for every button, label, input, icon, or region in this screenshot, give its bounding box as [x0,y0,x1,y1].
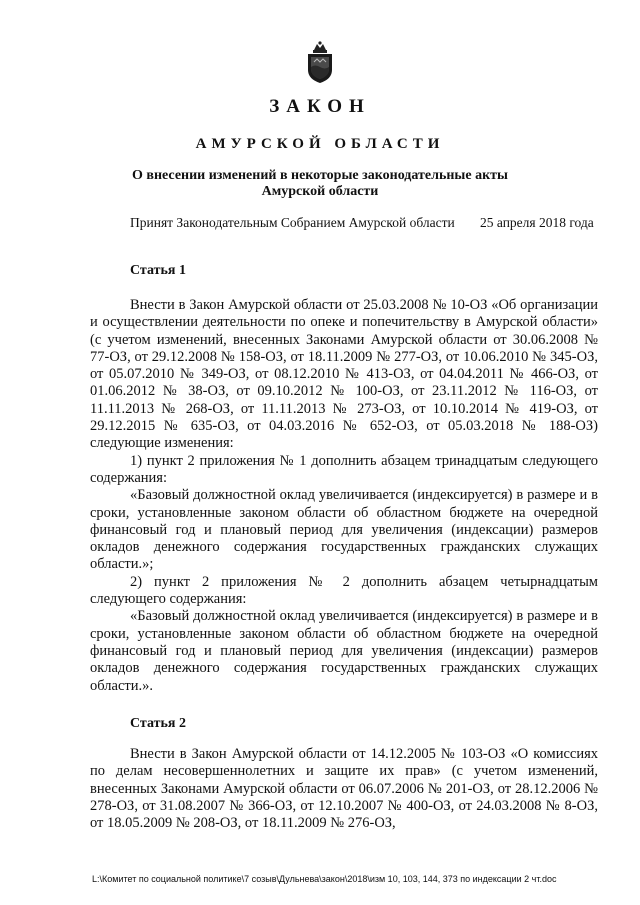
article-1-body [90,297,598,695]
document-title: ЗАКОН [269,96,371,117]
adopted-by: Принят Законодательным Собранием Амурской области [130,215,455,230]
article-1-quote-1: «Базовый должностной оклад увеличивается (индексируется) в размере и в сроки, установленные законом области об областном бюджете на очередной финансовый год и плановый период для увеличения (индексации) размеров окладов денежного содержания государственных гражданских служащих области.»; [90,487,598,573]
article-2-intro: Внести в Закон Амурской области от 14.12.2005 № 103-ОЗ «О комиссиях по делам несовершеннолетних и защите их прав» (с учетом изменений, внесенных Законами Амурской области от 06.07.2006 № 201-ОЗ, от 28.12.2006 № 278-ОЗ, от 31.08.2007 № 366-ОЗ, от 12.10.2007 № 400-ОЗ, от 24.03.2008 № 8-ОЗ, от 18.05.2009 № 208-ОЗ, от 18.11.2009 № 276-ОЗ, [90,746,598,832]
article-2-body [90,746,598,832]
document-subtitle: АМУРСКОЙ ОБЛАСТИ [195,136,445,152]
adopted-date: 25 апреля 2018 года [480,215,594,230]
article-1-quote-2: «Базовый должностной оклад увеличивается (индексируется) в размере и в сроки, установленные законом области об областном бюджете на очередной финансовый год и плановый период для увеличения (индексации) размеров окладов денежного содержания государственных гражданских служащих области.». [90,608,598,694]
article-1-intro: Внести в Закон Амурской области от 25.03.2008 № 10-ОЗ «Об организации и осуществлении деятельности по опеке и попечительству в Амурской области» (с учетом изменений, внесенных Законами Амурской области от 30.06.2008 № 77-ОЗ, от 29.12.2008 № 158-ОЗ, от 18.11.2009 № 277-ОЗ, от 10.06.2010 № 345-ОЗ, от 05.07.2010 № 349-ОЗ, от 08.12.2010 № 413-ОЗ, от 04.04.2011 № 466-ОЗ, от 01.06.2012 № 38-ОЗ, от 09.10.2012 № 100-ОЗ, от 23.11.2012 № 116-ОЗ, от 11.11.2013 № 268-ОЗ, от 11.11.2013 № 273-ОЗ, от 10.10.2014 № 419-ОЗ, от 29.12.2015 № 635-ОЗ, от 04.03.2016 № 652-ОЗ, от 05.03.2018 № 188-ОЗ) следующие изменения: [90,297,598,452]
article-1-item-2: 2) пункт 2 приложения № 2 дополнить абзацем четырнадцатым следующего содержания: [90,573,598,608]
article-1-item-1: 1) пункт 2 приложения № 1 дополнить абзацем тринадцатым следующего содержания: [90,452,598,486]
coat-of-arms-icon [304,40,336,84]
article-2-heading: Статья 2 [130,716,186,731]
law-heading [120,168,520,200]
law-heading-line-2: Амурской области [261,184,379,199]
article-1-heading: Статья 1 [130,263,186,278]
file-path-footer: L:\Комитет по социальной политике\7 созыв\Дульнева\закон\2018\изм 10, 103, 144, 373 по индексации 2 чт.doc [92,874,557,884]
law-heading-line-1: О внесении изменений в некоторые законодательные акты [132,168,508,183]
